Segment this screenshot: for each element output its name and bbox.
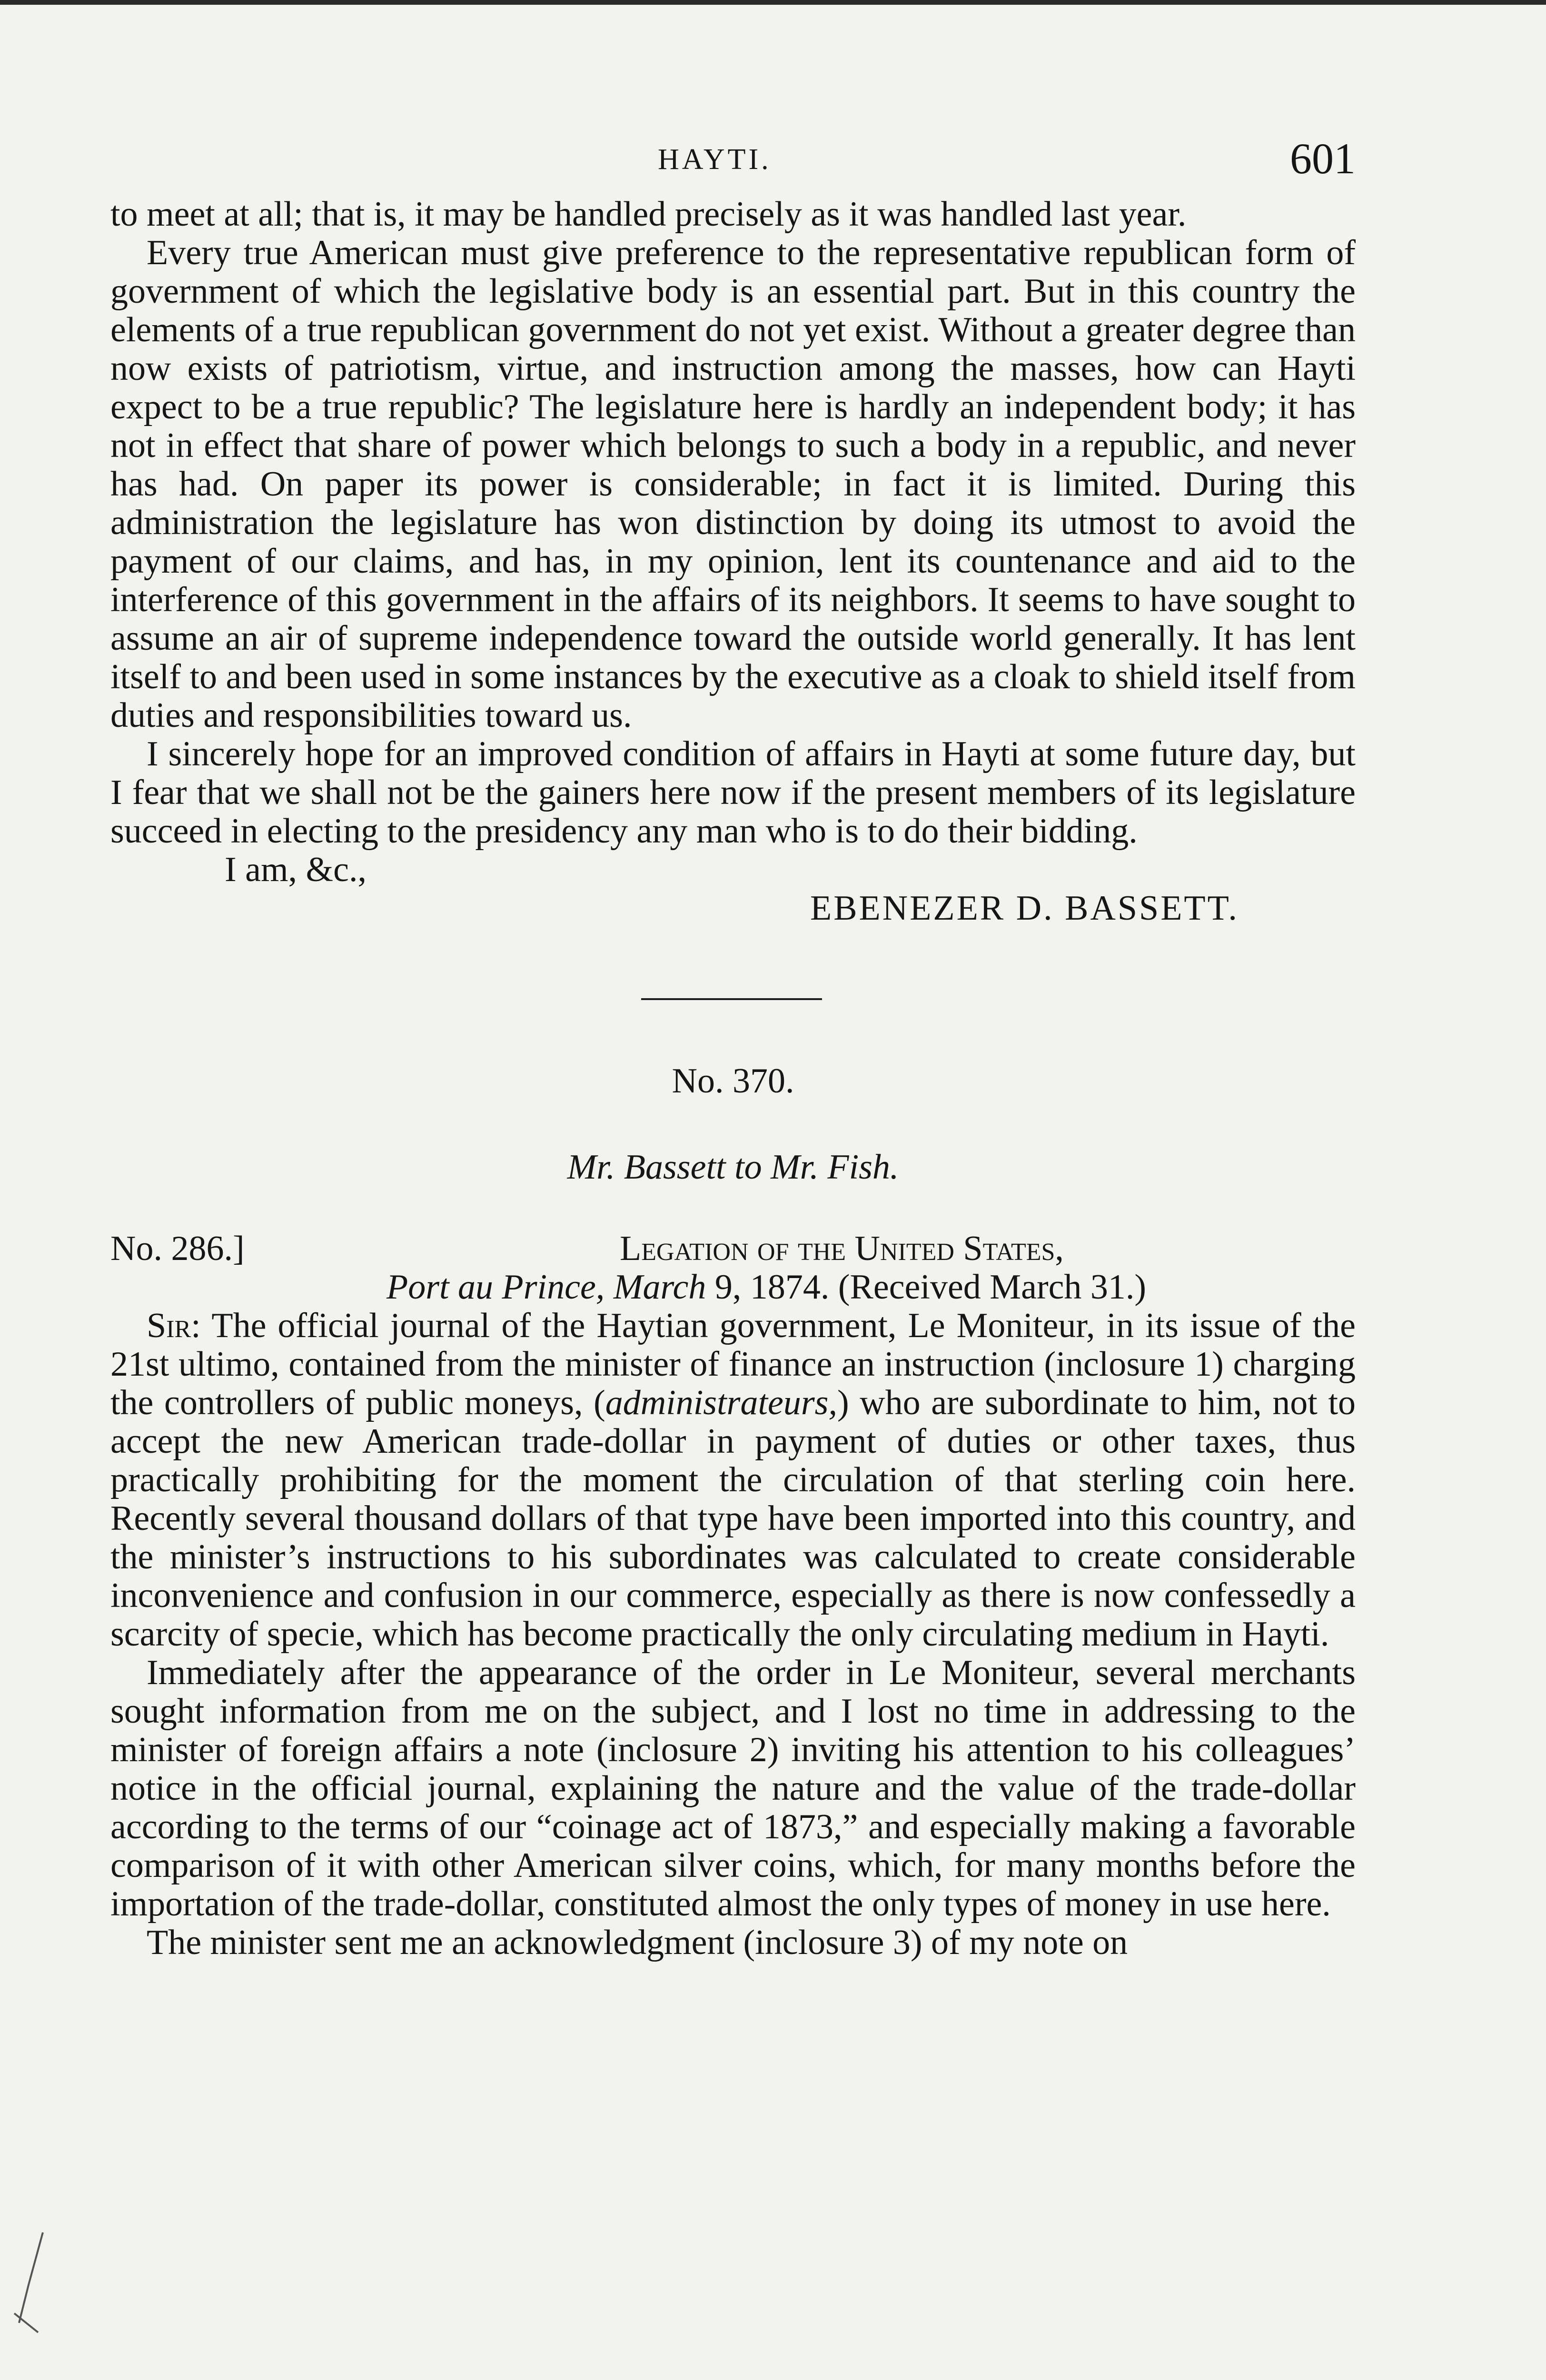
page-number: 601 (1290, 134, 1356, 183)
paragraph-hope: I sincerely hope for an improved condition of affairs in Hayti at some future day, but I fear that we shall not be the gainers here now if the present members of its legislature succeed in electing to the presidency any man who is to do their bidding. (110, 734, 1356, 851)
page-top-edge (0, 0, 1546, 5)
legation-line (620, 1230, 1064, 1268)
date-month: March (613, 1268, 706, 1307)
date-rest: 9, 1874. (714, 1268, 830, 1307)
paragraph-acknowledgment: The minister sent me an acknowledgment (inclosure 3) of my note on (147, 1923, 1128, 1962)
paragraph-moniteur-text-b: ) who are subordinate to him, not to accept the new American trade-dollar in payment of duties or other taxes, thus practically prohibiting for the moment the circulation of that sterling coin here. Recently several thousand dollars of that type have been imported into this country, and the minister’s instructions to his subordinates was calculated to create considerable inconvenience and confusion in our commerce, especially as there is now confessedly a scarcity of specie, which has become practically the only circulating medium in Hayti. (110, 1383, 1356, 1654)
paragraph-moniteur-text-a: The official journal of the Haytian government, Le Moniteur, in its issue of the 21st ultimo, contained from the minister of finance an instruction (inclosure 1) charging the controllers of public moneys, ( (110, 1306, 1356, 1422)
paragraph-representative-government: Every true American must give preference to the representative republican form of government of which the legislative body is an essential part. But in this country the elements of a true republican government do not yet exist. Without a greater degree than now exists of patriotism, virtue, and instruction among the masses, how can Hayti expect to be a true republic? The legislature here is hardly an independent body; it has not in effect that share of power which belongs to such a body in a republic, and never has had. On paper its power is considerable; in fact it is limited. During this administration the legislature has won distinction by doing its utmost to avoid the payment of our claims, and has, in my opinion, lent its countenance and aid to the interference of this government in the affairs of its neighbors. It seems to have sought to assume an air of supreme independence toward the outside world generally. It has lent itself to and been used in some instances by the executive as a cloak to shield itself from duties and responsibilities toward us. (110, 233, 1356, 735)
paragraph-moniteur (110, 1307, 1356, 1654)
dispatch-number: No. 286.] (110, 1229, 245, 1268)
book-page (110, 133, 1356, 1962)
salutation: Sir: (147, 1306, 201, 1345)
continued-paragraph: to meet at all; that is, it may be handled precisely as it was handled last year. (110, 195, 1187, 234)
place: Port au Prince, (386, 1268, 605, 1307)
date-line (386, 1268, 1356, 1307)
document-heading: Mr. Bassett to Mr. Fish. (567, 1148, 899, 1187)
letter-signature: EBENEZER D. BASSETT. (810, 889, 1239, 928)
paragraph-merchants: Immediately after the appearance of the order in Le Moniteur, several merchants sought information from me on the subject, and I lost no time in addressing to the minister of foreign affairs a note (inclosure 2) inviting his attention to his colleagues’ notice in the official journal, explaining the nature and the value of the trade-dollar according to the terms of our “coinage act of 1873,” and especially making a favorable comparison of it with other American silver coins, which, for many months before the importation of the trade-dollar, constituted almost the only types of money in use here. (110, 1653, 1356, 1924)
document-number: No. 370. (672, 1061, 794, 1101)
running-title: HAYTI. (658, 143, 772, 176)
margin-pencil-mark (10, 2228, 48, 2337)
legation-text: Legation of the United States, (620, 1229, 1064, 1268)
received-date: (Received March 31.) (838, 1268, 1147, 1307)
running-head (110, 133, 1356, 195)
section-divider (641, 998, 822, 1000)
term-administrateurs: administrateurs, (605, 1383, 837, 1422)
letter-closing: I am, &c., (225, 850, 367, 889)
dispatch-line (110, 1230, 1356, 1268)
